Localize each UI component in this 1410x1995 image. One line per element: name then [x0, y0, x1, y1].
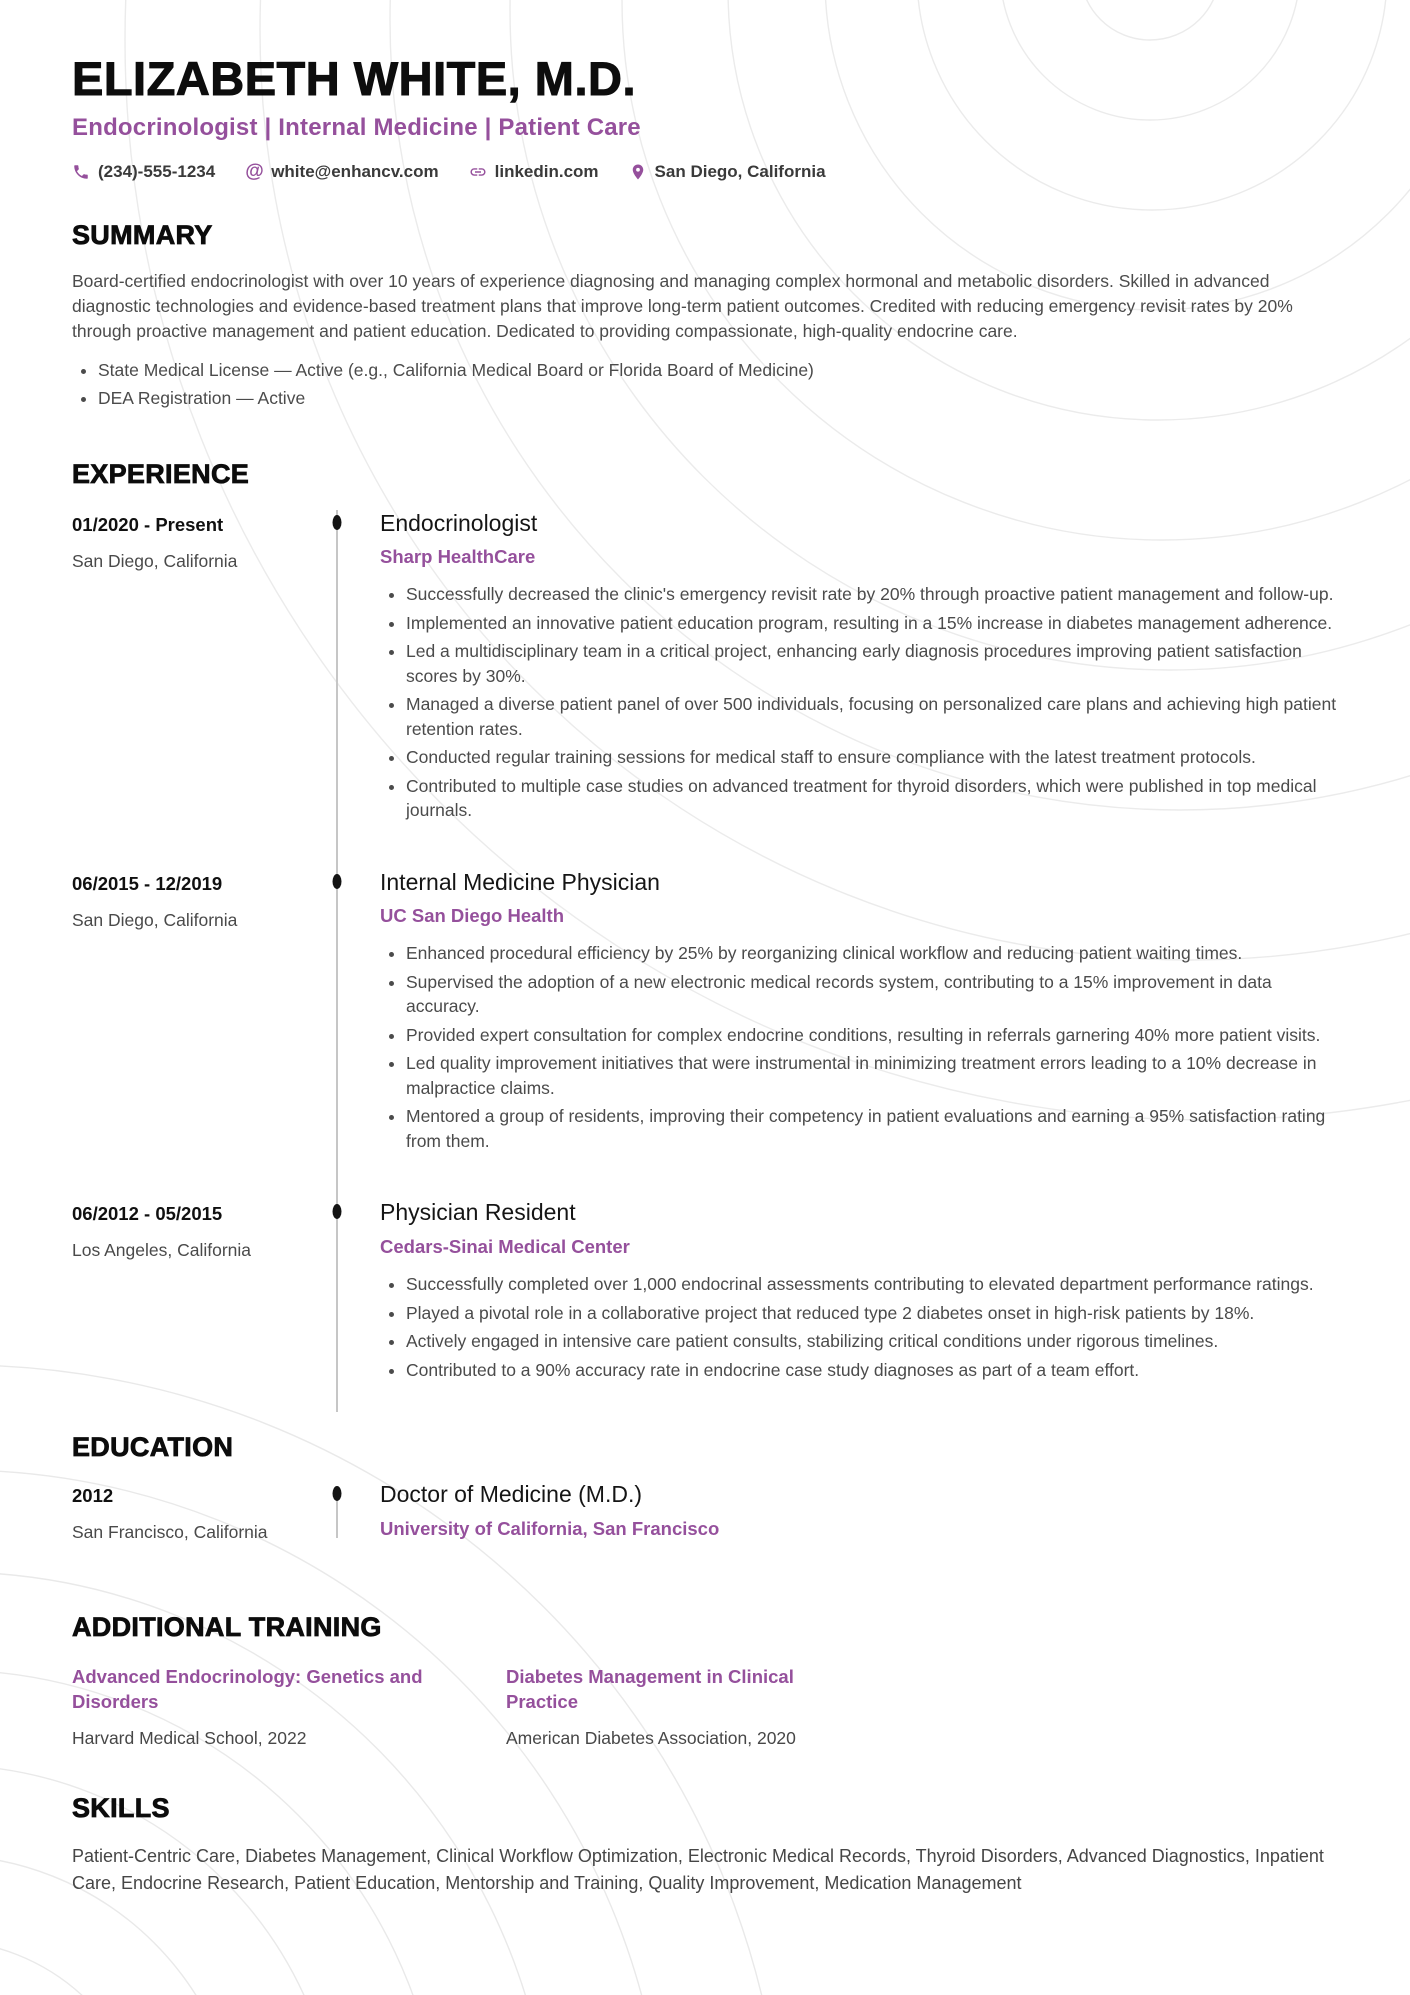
- section-additional-training: [72, 1612, 1338, 1749]
- job-location: San Diego, California: [72, 909, 238, 930]
- job-meta: [72, 1199, 324, 1412]
- contact-email-text[interactable]: white@enhancv.com: [271, 161, 439, 181]
- job-title: Endocrinologist: [380, 509, 538, 536]
- job-company: UC San Diego Health: [380, 905, 564, 927]
- job-bullet: • Contributed to a 90% accuracy rate in endocrine case study diagnoses as part of a team effort.: [406, 1358, 1338, 1383]
- section-summary: [72, 220, 1338, 411]
- skills-heading: SKILLS: [72, 1792, 170, 1823]
- section-experience: [72, 459, 1338, 1412]
- job-meta: [72, 869, 324, 1200]
- experience-entry: [72, 1199, 1338, 1412]
- education-school: University of California, San Francisco: [380, 1517, 720, 1539]
- job-dates: 06/2015 - 12/2019: [72, 872, 223, 894]
- job-bullet: • Successfully decreased the clinic's emergency revisit rate by 20% through proactive patient management and follow-up.: [406, 582, 1338, 607]
- training-grid: [72, 1665, 1338, 1749]
- job-body: [350, 510, 1338, 869]
- contact-link-text[interactable]: linkedin.com: [494, 161, 599, 181]
- job-bullet: • Successfully completed over 1,000 endocrinal assessments contributing to elevated department performance ratings.: [406, 1272, 1338, 1297]
- timeline-marker: [324, 1481, 350, 1566]
- job-bullet: • Conducted regular training sessions for medical staff to ensure compliance with the latest treatment protocols.: [406, 745, 1338, 770]
- person-name: ELIZABETH WHITE, M.D.: [72, 52, 637, 105]
- job-title: Physician Resident: [380, 1199, 576, 1226]
- job-body: [350, 869, 1338, 1200]
- job-company: Sharp HealthCare: [380, 546, 536, 568]
- education-entry: [72, 1481, 1338, 1566]
- job-body: [350, 1199, 1338, 1412]
- contact-phone-text: (234)-555-1234: [98, 161, 216, 181]
- education-heading: EDUCATION: [72, 1432, 234, 1463]
- job-company: Cedars-Sinai Medical Center: [380, 1236, 630, 1258]
- phone-icon: [72, 163, 90, 181]
- summary-paragraph: Board-certified endocrinologist with over 10 years of experience diagnosing and managing complex hormonal and metabolic disorders. Skilled in advanced diagnostic technologies and evidence-based treatment plans that improve long-term patient outcomes. Credited with reducing emergency revisit rates by 20% through proactive management and patient education. Dedicated to providing compassionate, high-quality endocrine care.: [72, 270, 1293, 341]
- job-bullet: • Supervised the adoption of a new electronic medical records system, contributing to a 15% improvement in data accuracy.: [406, 970, 1338, 1019]
- job-meta: [72, 510, 324, 869]
- job-bullet: • Actively engaged in intensive care patient consults, stabilizing critical conditions under rigorous timelines.: [406, 1329, 1338, 1354]
- job-location: Los Angeles, California: [72, 1240, 251, 1261]
- job-bullet: • Played a pivotal role in a collaborative project that reduced type 2 diabetes onset in high-risk patients by 18%.: [406, 1301, 1338, 1326]
- header: [72, 54, 1338, 182]
- experience-entry: [72, 510, 1338, 869]
- education-meta: [72, 1481, 324, 1566]
- timeline-marker: [324, 869, 350, 1200]
- training-item: [72, 1665, 506, 1749]
- job-bullet: • Enhanced procedural efficiency by 25% by reorganizing clinical workflow and reducing patient waiting times.: [406, 941, 1338, 966]
- contact-location-text: San Diego, California: [654, 161, 826, 181]
- job-bullet: • Mentored a group of residents, improving their competency in patient evaluations and earning a 95% satisfaction rating from them.: [406, 1104, 1338, 1153]
- education-body: [350, 1481, 1338, 1566]
- job-bullet-list: [380, 1272, 1338, 1382]
- training-title: Diabetes Management in Clinical Practice: [506, 1665, 794, 1712]
- training-title: Advanced Endocrinology: Genetics and Disorders: [72, 1665, 423, 1712]
- summary-heading: SUMMARY: [72, 219, 213, 250]
- job-bullet: • Managed a diverse patient panel of over 500 individuals, focusing on personalized care plans and achieving high patient retention rates.: [406, 692, 1338, 741]
- contact-phone: [72, 162, 215, 182]
- training-org: Harvard Medical School, 2022: [72, 1727, 307, 1748]
- timeline-marker: [324, 510, 350, 869]
- job-title: Internal Medicine Physician: [380, 868, 660, 895]
- summary-bullet: • DEA Registration — Active: [98, 386, 1338, 411]
- person-headline: Endocrinologist | Internal Medicine | Patient Care: [72, 113, 641, 141]
- education-degree: Doctor of Medicine (M.D.): [380, 1481, 643, 1508]
- experience-heading: EXPERIENCE: [72, 458, 250, 489]
- training-item: [506, 1665, 1338, 1749]
- link-icon: [469, 163, 487, 181]
- summary-bullet-list: [72, 358, 1338, 411]
- contact-location: [629, 162, 826, 182]
- job-bullet: • Led a multidisciplinary team in a critical project, enhancing early diagnosis procedures improving patient satisfaction scores by 30%.: [406, 639, 1338, 688]
- job-location: San Diego, California: [72, 550, 238, 571]
- contact-email[interactable]: [245, 162, 438, 182]
- job-bullet-list: [380, 941, 1338, 1153]
- job-bullet: • Contributed to multiple case studies on advanced treatment for thyroid disorders, which were published in top medical journals.: [406, 774, 1338, 823]
- training-heading: ADDITIONAL TRAINING: [72, 1611, 382, 1642]
- section-education: [72, 1432, 1338, 1566]
- job-bullet-list: [380, 582, 1338, 823]
- pin-icon: [629, 163, 647, 181]
- contact-link[interactable]: [469, 162, 599, 182]
- at-icon: @: [245, 160, 264, 182]
- job-bullet: • Provided expert consultation for complex endocrine conditions, resulting in referrals garnering 40% more patient visits.: [406, 1023, 1338, 1048]
- job-bullet: • Implemented an innovative patient education program, resulting in a 15% increase in diabetes management adherence.: [406, 611, 1338, 636]
- contact-row: [72, 162, 1338, 182]
- job-dates: 06/2012 - 05/2015: [72, 1203, 223, 1225]
- skills-text: Patient-Centric Care, Diabetes Management, Clinical Workflow Optimization, Electronic Medical Records, Thyroid Disorders, Advanced Diagnostics, Inpatient Care, Endocrine Research, Patient Education, Mentorship and Training, Quality Improvement, Medication Management: [72, 1845, 1324, 1893]
- summary-bullet: • State Medical License — Active (e.g., California Medical Board or Florida Board of Medicine): [98, 358, 1338, 383]
- training-org: American Diabetes Association, 2020: [506, 1727, 796, 1748]
- section-skills: [72, 1793, 1338, 1897]
- experience-entry: [72, 869, 1338, 1200]
- job-bullet: • Led quality improvement initiatives that were instrumental in minimizing treatment errors leading to a 10% decrease in malpractice claims.: [406, 1051, 1338, 1100]
- education-location: San Francisco, California: [72, 1522, 268, 1543]
- education-year: 2012: [72, 1485, 114, 1507]
- timeline-marker: [324, 1199, 350, 1412]
- job-dates: 01/2020 - Present: [72, 513, 224, 535]
